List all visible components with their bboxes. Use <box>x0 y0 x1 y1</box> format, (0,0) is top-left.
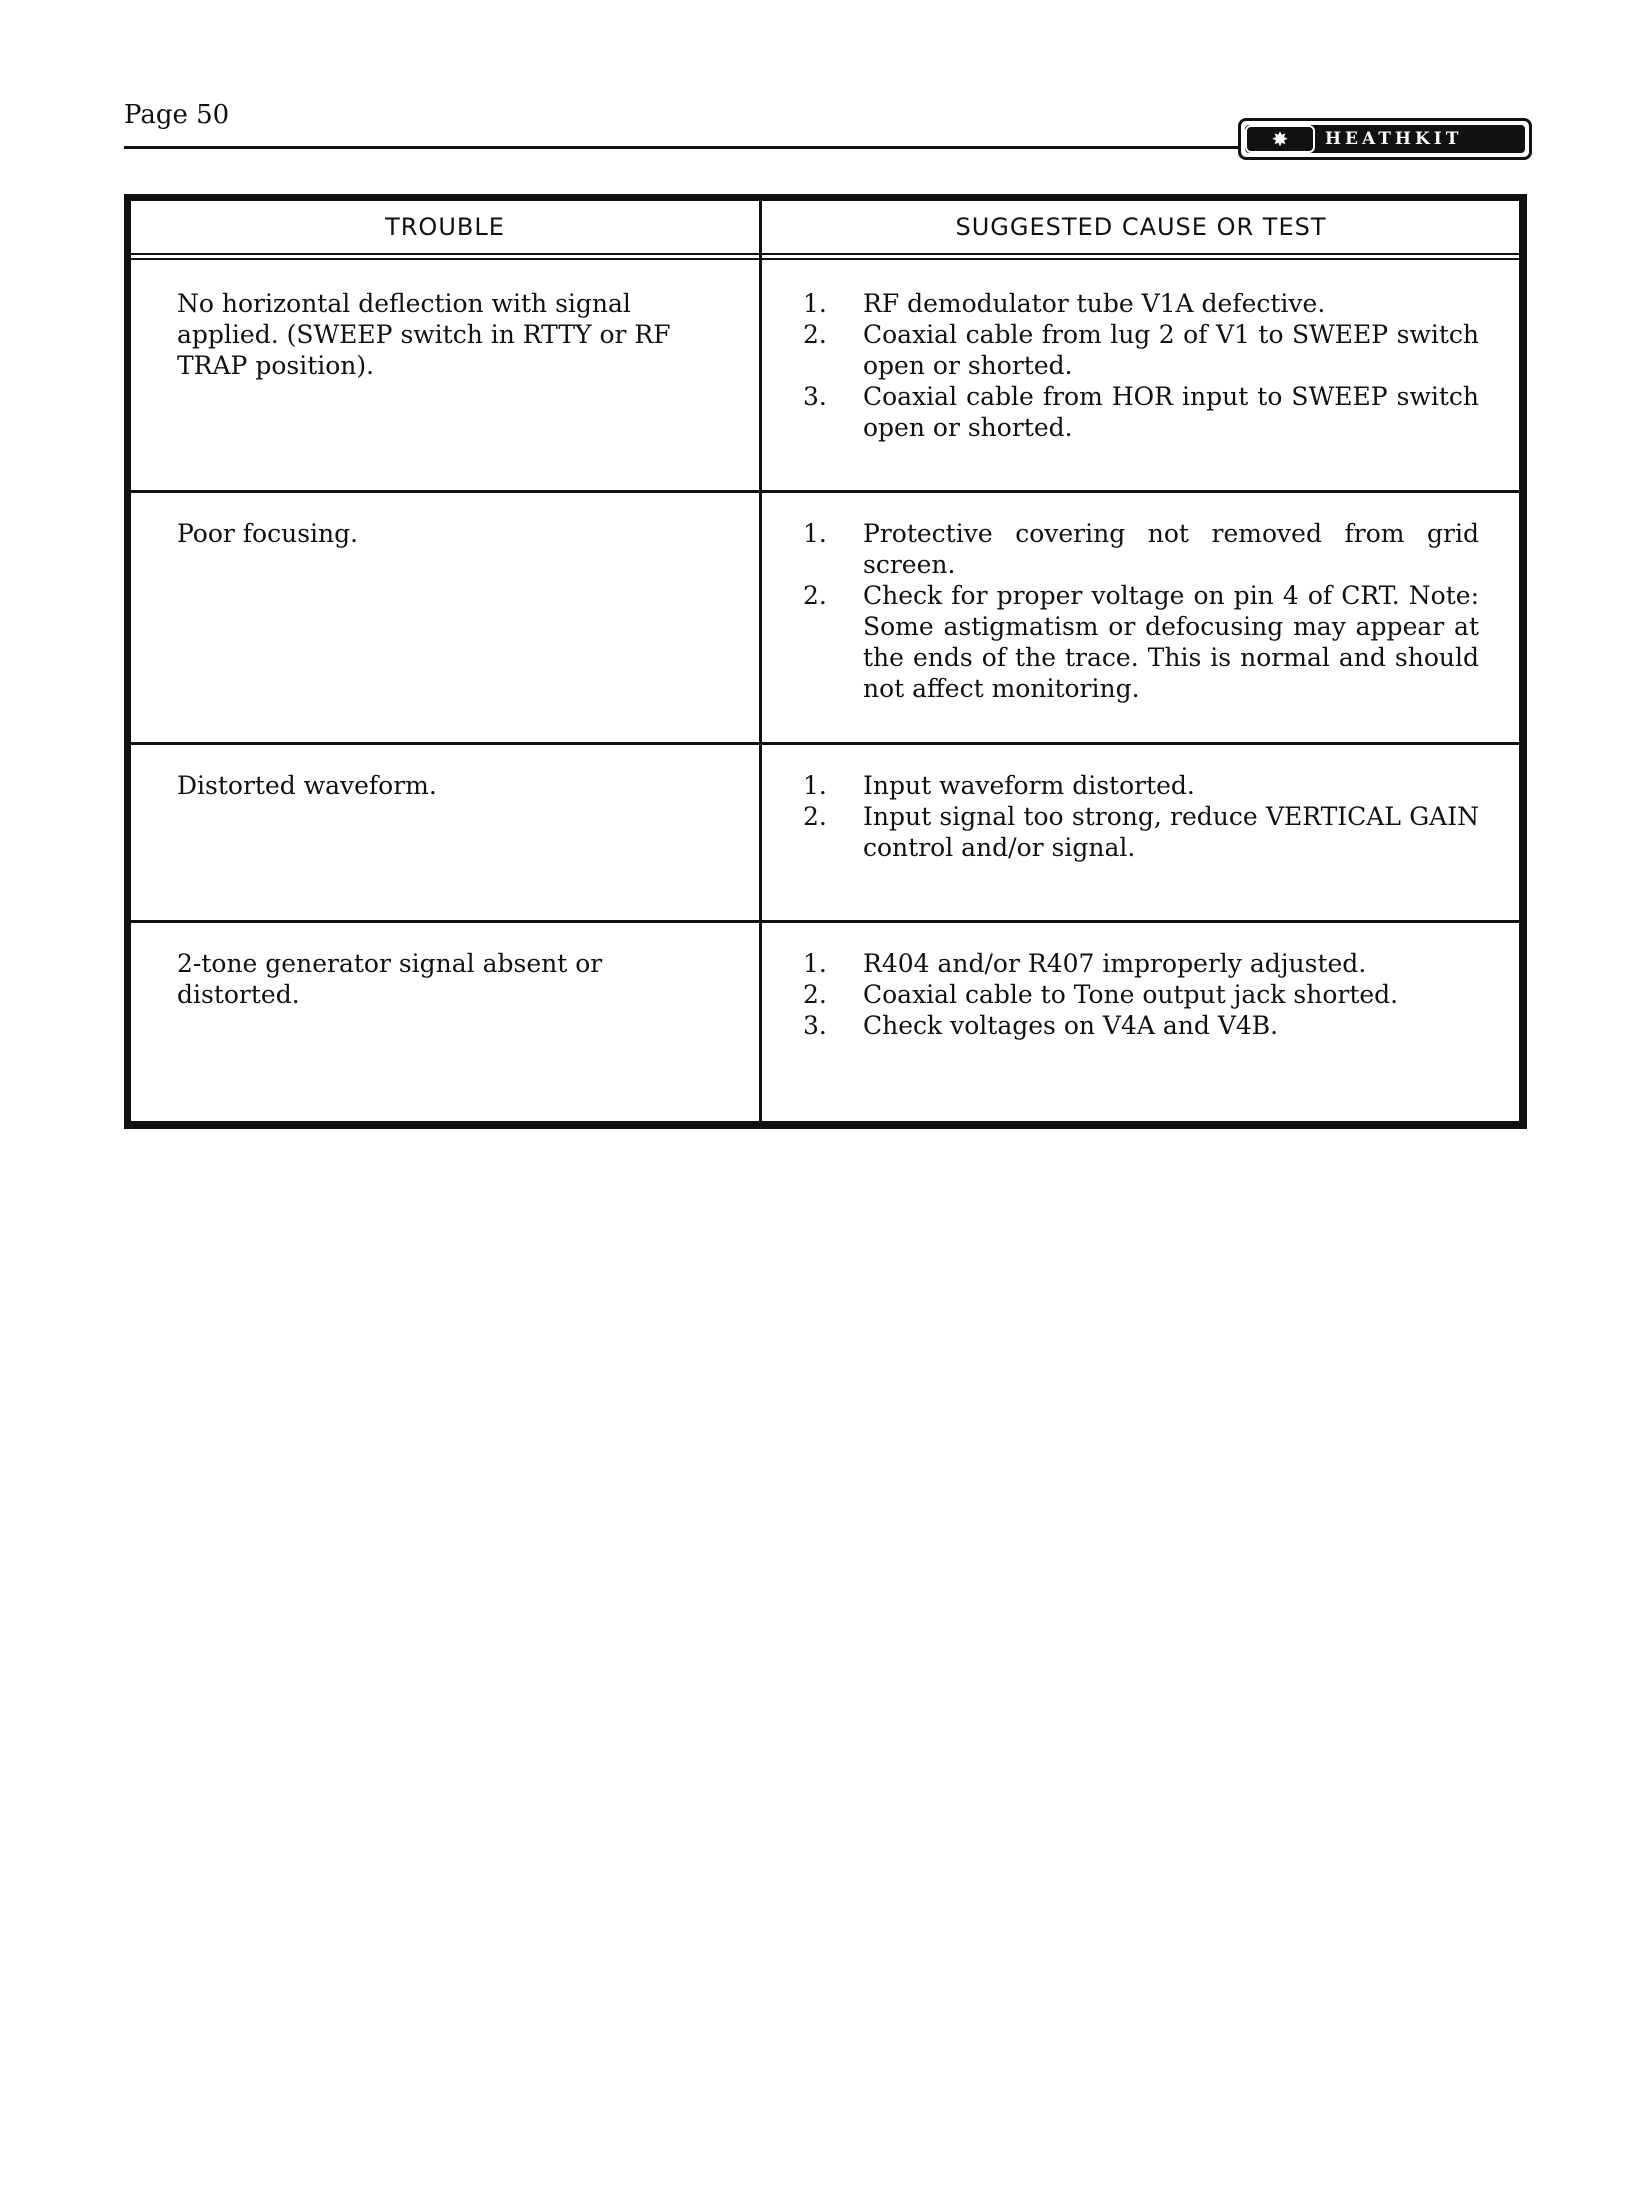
trouble-text: Distorted waveform. <box>177 771 437 800</box>
table-header <box>131 201 1519 260</box>
cause-list <box>803 288 1479 443</box>
cause-number: 3. <box>803 1011 827 1040</box>
cause-item <box>803 770 1479 801</box>
cause-text: Coaxial cable from HOR input to SWEEP switch open or shorted. <box>863 382 1479 442</box>
header-rule <box>124 146 1242 149</box>
cause-number: 2. <box>803 802 827 831</box>
table-row <box>131 490 1519 745</box>
logo-text: HEATHKIT <box>1325 129 1463 149</box>
cause-item <box>803 580 1479 704</box>
cause-item <box>803 948 1479 979</box>
cause-text: Check for proper voltage on pin 4 of CRT. Note: Some astigmatism or defocusing may appear at the ends of the trace. This is normal and should not affect monitoring. <box>863 581 1479 703</box>
cause-item <box>803 319 1479 381</box>
cause-text: R404 and/or R407 improperly adjusted. <box>863 949 1367 978</box>
cause-number: 1. <box>803 771 827 800</box>
cause-text: RF demodulator tube V1A defective. <box>863 289 1326 318</box>
cause-list <box>803 518 1479 704</box>
cause-text: Coaxial cable to Tone output jack shorted. <box>863 980 1399 1009</box>
cause-number: 1. <box>803 519 827 548</box>
trouble-text: Poor focusing. <box>177 519 359 548</box>
header-trouble: TROUBLE <box>385 213 505 241</box>
table-row <box>131 260 1519 493</box>
header-cause: SUGGESTED CAUSE OR TEST <box>955 213 1327 241</box>
cause-text: Input signal too strong, reduce VERTICAL GAIN control and/or signal. <box>863 802 1479 862</box>
cause-number: 2. <box>803 980 827 1009</box>
cause-item <box>803 381 1479 443</box>
cause-text: Input waveform distorted. <box>863 771 1195 800</box>
table-row <box>131 742 1519 923</box>
cause-list <box>803 948 1479 1041</box>
table-row <box>131 920 1519 1129</box>
cause-item <box>803 979 1479 1010</box>
cause-number: 1. <box>803 949 827 978</box>
cause-item <box>803 1010 1479 1041</box>
heathkit-logo <box>1238 118 1532 160</box>
page-number: Page 50 <box>124 100 230 130</box>
cause-list <box>803 770 1479 863</box>
cause-number: 3. <box>803 382 827 411</box>
cause-text: Coaxial cable from lug 2 of V1 to SWEEP switch open or shorted. <box>863 320 1479 380</box>
cause-number: 2. <box>803 581 827 610</box>
cause-item <box>803 518 1479 580</box>
cause-text: Protective covering not removed from grid screen. <box>863 519 1479 579</box>
cause-item <box>803 288 1479 319</box>
atom-emblem-icon: ✸ <box>1245 125 1315 153</box>
cause-number: 1. <box>803 289 827 318</box>
cause-number: 2. <box>803 320 827 349</box>
trouble-text: 2-tone generator signal absent or distorted. <box>177 949 603 1009</box>
troubleshooting-table <box>124 194 1527 1129</box>
trouble-text: No horizontal deflection with signal applied. (SWEEP switch in RTTY or RF TRAP position). <box>177 289 671 380</box>
cause-item <box>803 801 1479 863</box>
cause-text: Check voltages on V4A and V4B. <box>863 1011 1279 1040</box>
